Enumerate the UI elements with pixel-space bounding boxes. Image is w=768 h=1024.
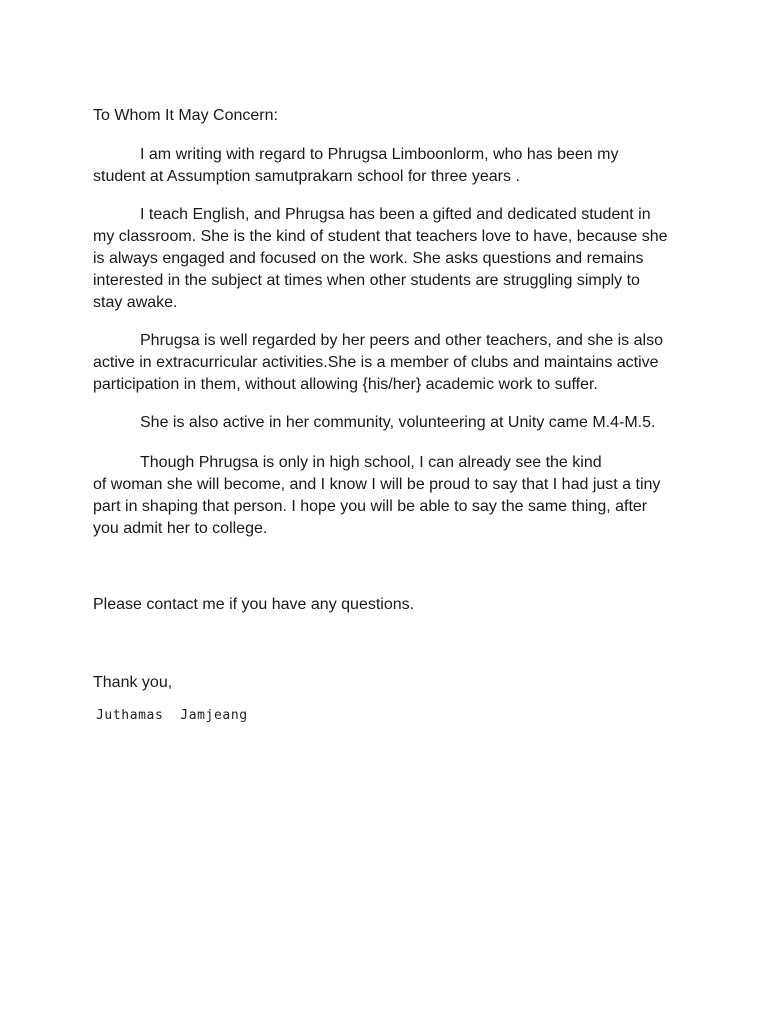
paragraph-line: student at Assumption samutprakarn school for three years . [93,168,520,185]
paragraph-line: my classroom. She is the kind of student that teachers love to have, because she [93,228,668,245]
closing [93,672,683,694]
paragraph-4 [93,412,683,434]
paragraph-1 [93,144,683,188]
contact-text: Please contact me if you have any questions. [93,596,415,613]
paragraph-line: She is also active in her community, volunteering at Unity came M.4-M.5. [140,414,656,431]
paragraph-line: stay awake. [93,294,178,311]
paragraph-2 [93,204,683,314]
paragraph-line: of woman she will become, and I know I will be proud to say that I had just a tiny [93,476,661,493]
contact-line [93,594,683,616]
signature: Juthamas Jamjeang [96,708,248,723]
salutation [93,105,683,127]
paragraph-5 [93,452,683,540]
paragraph-line: I am writing with regard to Phrugsa Limboonlorm, who has been my [140,146,619,163]
paragraph-line: participation in them, without allowing {his/her} academic work to suffer. [93,376,598,393]
salutation-line: To Whom It May Concern: [93,107,278,124]
paragraph-line: I teach English, and Phrugsa has been a gifted and dedicated student in [140,206,651,223]
paragraph-line: Phrugsa is well regarded by her peers and other teachers, and she is also [140,332,663,349]
paragraph-line: active in extracurricular activities.She is a member of clubs and maintains active [93,354,659,371]
paragraph-line: part in shaping that person. I hope you will be able to say the same thing, after [93,498,648,515]
paragraph-line: interested in the subject at times when other students are struggling simply to [93,272,640,289]
paragraph-3 [93,330,683,396]
paragraph-line: you admit her to college. [93,520,268,537]
paragraph-line: Though Phrugsa is only in high school, I can already see the kind [140,454,602,471]
closing-text: Thank you, [93,674,173,691]
paragraph-line: is always engaged and focused on the work. She asks questions and remains [93,250,644,267]
